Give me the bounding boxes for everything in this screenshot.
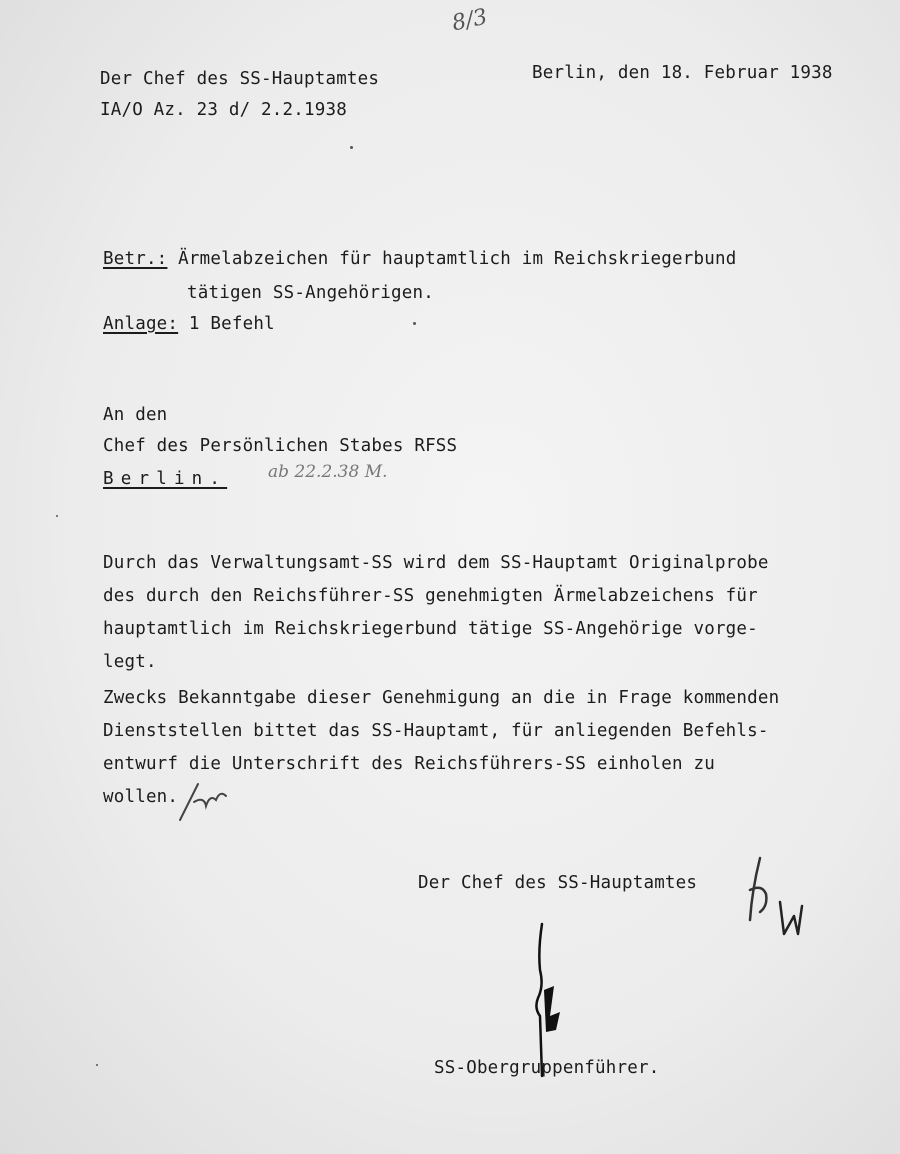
speck xyxy=(56,515,58,517)
enclosure-line xyxy=(103,313,275,335)
sender-line-2: IA/O Az. 23 d/ 2.2.1938 xyxy=(100,100,347,120)
recipient-line-2: Chef des Persönlichen Stabes RFSS xyxy=(103,436,458,456)
subject-line-2: tätigen SS-Angehörigen. xyxy=(187,283,434,303)
body-p2-line-2: Dienststellen bittet das SS-Hauptamt, für anliegenden Befehls- xyxy=(103,721,769,741)
speck xyxy=(350,146,353,149)
recipient-city: Berlin. xyxy=(103,469,228,489)
speck xyxy=(96,1064,98,1066)
sender-line-1: Der Chef des SS-Hauptamtes xyxy=(100,69,380,89)
body-p1-line-2: des durch den Reichsführer-SS genehmigten Ärmelabzeichens für xyxy=(103,586,758,606)
signature xyxy=(520,920,580,1080)
body-p2-line-1: Zwecks Bekanntgabe dieser Genehmigung an die in Frage kommenden xyxy=(103,688,780,708)
closing-title: Der Chef des SS-Hauptamtes xyxy=(418,873,698,893)
handwritten-paraph-mark xyxy=(738,850,808,940)
body-p1-line-1: Durch das Verwaltungsamt-SS wird dem SS-Hauptamt Originalprobe xyxy=(103,553,769,573)
handwritten-receipt-note: ab 22.2.38 M. xyxy=(268,462,388,482)
closing-rank: SS-Obergruppenführer. xyxy=(434,1058,660,1078)
handwritten-initial-mark xyxy=(176,776,236,826)
subject-label: Betr.: xyxy=(103,249,168,269)
body-p2-line-3: entwurf die Unterschrift des Reichsführers-SS einholen zu xyxy=(103,754,715,774)
subject-text-1: Ärmelabzeichen für hauptamtlich im Reichskriegerbund xyxy=(178,249,737,269)
enclosure-label: Anlage: xyxy=(103,314,179,334)
recipient-line-1: An den xyxy=(103,405,168,425)
speck xyxy=(413,322,416,325)
folio-note: 8/3 xyxy=(449,4,490,37)
body-p1-line-4: legt. xyxy=(103,652,157,672)
body-p1-line-3: hauptamtlich im Reichskriegerbund tätige SS-Angehörige vorge- xyxy=(103,619,758,639)
body-p2-line-4: wollen. xyxy=(103,787,179,807)
enclosure-value: 1 Befehl xyxy=(188,314,275,334)
place-date: Berlin, den 18. Februar 1938 xyxy=(532,63,833,83)
subject-line-1 xyxy=(103,248,736,270)
